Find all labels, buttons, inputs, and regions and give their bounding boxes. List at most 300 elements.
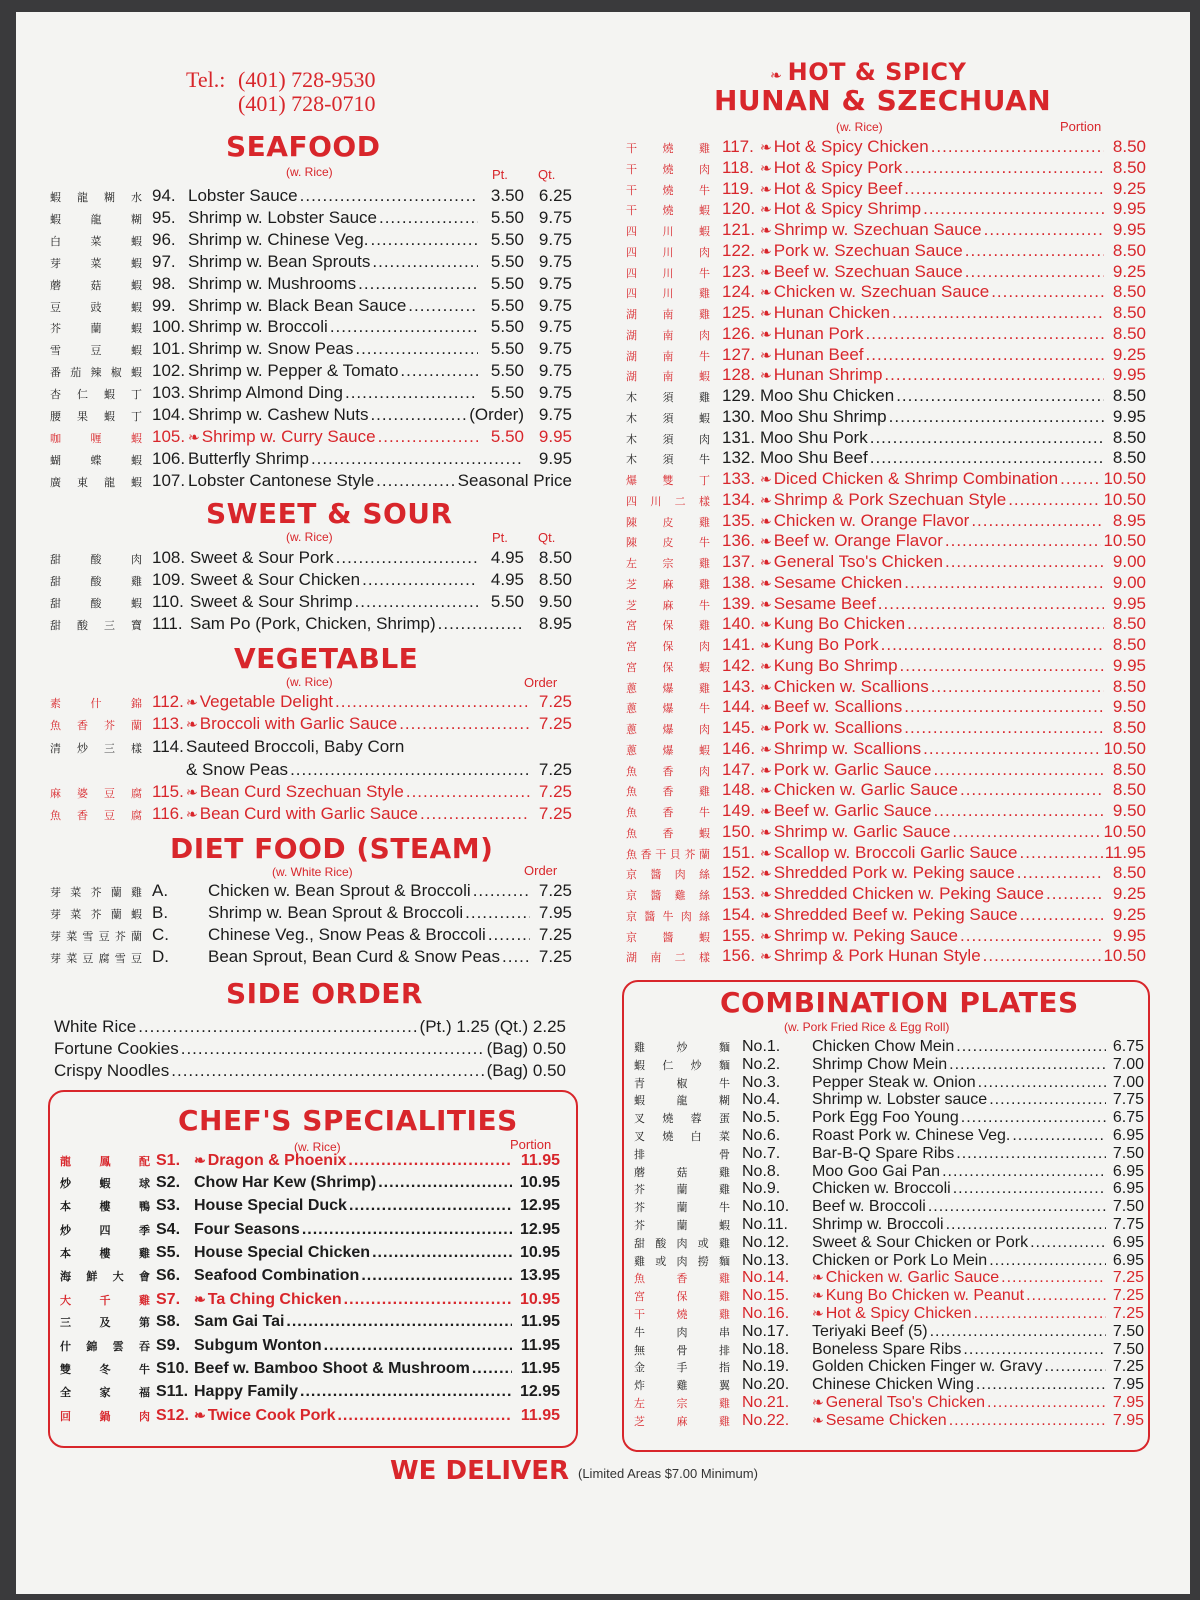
dot-leader [900,656,1104,676]
item-name: Chicken w. Garlic Sauce [825,1269,1000,1287]
item-name: Diced Chicken & Shrimp Combination [773,469,1059,488]
chinese-name: 雞 炒 麵 [634,1041,730,1054]
dot-leader [978,1074,1106,1091]
item-price: 7.50 [1112,1340,1144,1358]
item-name: Shrimp w. Broccoli [812,1216,944,1233]
combination-plates-box [622,980,1150,1452]
item-number: 146. [722,738,756,758]
item-price: (Pt.) 1.25 (Qt.) 2.25 [419,1017,566,1036]
item-number: 116. [152,804,184,823]
item-name: Hunan Beef [773,344,864,364]
item-number: 117. [722,137,754,156]
item-number: 147. [722,759,756,779]
chinese-name: 腰 果 蝦 丁 [50,410,142,423]
item-price: 9.25 [1112,261,1146,281]
chili-pepper-icon: ❧ [760,533,772,550]
chili-pepper-icon: ❧ [760,222,772,238]
chinese-name: 四 川 二 樣 [626,494,710,508]
item-name: Chicken w. Orange Flavor [773,510,970,530]
item-price: 10.50 [1103,738,1146,758]
chili-pepper-icon: ❧ [812,1287,824,1304]
hot-spicy-item [626,179,1146,201]
combo-item [634,1305,1144,1323]
combo-item [634,1269,1144,1287]
dot-leader [961,1109,1106,1126]
we-deliver-title: WE DELIVER [390,1456,569,1486]
chili-pepper-icon: ❧ [194,1407,206,1424]
item-price: 8.50 [1112,614,1146,634]
chili-pepper-icon: ❧ [760,139,772,155]
item-price: 7.25 [538,881,572,900]
hot-spicy-item [626,594,1146,616]
item-number: 126. [722,323,756,343]
item-number: 133. [722,469,756,488]
chili-pepper-icon: ❧ [760,367,772,384]
dot-leader [949,1412,1106,1429]
item-name: General Tso's Chicken [825,1394,986,1411]
hot-spicy-item [626,262,1146,284]
dot-leader [904,158,1104,178]
item-name: Shrimp w. Peking Sauce [773,925,958,945]
sweet-sour-header-pt: Pt. [492,530,508,545]
item-number: S7. [156,1291,181,1309]
item-price: 9.95 [1112,925,1146,945]
item-name: Shrimp w. Snow Peas [188,339,354,359]
item-price: 8.50 [1112,448,1146,468]
item-price: 5.50 [490,383,524,403]
item-number: 121. [722,220,756,239]
item-number: 120. [722,199,756,219]
item-number: No.10. [742,1198,790,1216]
chili-pepper-icon: ❧ [188,428,200,445]
chef-header-portion: Portion [510,1137,552,1152]
chili-pepper-icon: ❧ [760,740,772,757]
dot-leader [878,594,1104,614]
hot-spicy-item [626,324,1146,346]
chinese-name: 蝴 蝶 蝦 [50,453,142,467]
dot-leader [330,317,478,337]
chinese-name: 甜 酸 雞 [50,575,142,588]
chef-item [60,1266,560,1287]
item-number: S5. [156,1243,181,1261]
item-name: Hunan Pork [773,323,864,343]
dot-leader [438,614,522,634]
chinese-name: 什 錦 雲 吞 [60,1339,150,1353]
dot-leader [989,1252,1106,1269]
item-price: 10.50 [1103,821,1146,841]
seafood-item [50,471,572,493]
dot-leader [361,1266,512,1286]
item-price: 11.95 [520,1336,560,1354]
dot-leader [379,208,478,228]
item-number: 119. [722,178,754,198]
dot-leader [952,822,1101,842]
combo-item [634,1198,1144,1216]
hot-spicy-item [626,739,1146,761]
chili-pepper-icon: ❧ [760,678,772,695]
item-price: 11.95 [520,1407,560,1425]
item-price: 10.95 [519,1174,560,1192]
item-name: Hot & Spicy Pork [773,157,903,177]
chinese-name: 蝦 龍 糊 水 [50,191,142,204]
item-number: 142. [722,655,756,675]
dot-leader [934,801,1104,821]
item-number: 155. [722,925,756,945]
item-price: 10.95 [519,1291,560,1309]
chinese-name: 排 骨 [634,1147,730,1161]
item-name: Shrimp w. Garlic Sauce [773,821,951,841]
item-name: Sesame Chicken [825,1411,947,1429]
item-price: 4.95 [490,548,524,567]
vegetable-title: VEGETABLE [234,642,419,675]
chinese-name: 豆 豉 蝦 [50,300,142,314]
seafood-subtitle: (w. Rice) [286,165,333,179]
dot-leader [904,697,1104,717]
item-name: Chicken w. Bean Sprout & Broccoli [208,881,471,900]
dot-leader [286,1312,512,1332]
combo-item [634,1091,1144,1109]
item-name: Sesame Beef [773,593,876,613]
item-number: No.2. [742,1055,781,1073]
chinese-name: 湖 南 二 樣 [626,951,710,965]
item-number: 102. [152,361,186,381]
chef-item [60,1220,560,1241]
item-name: Hot & Spicy Beef [773,178,903,198]
item-price: 10.50 [1103,946,1146,966]
item-price: 10.95 [519,1243,560,1261]
item-number: 125. [722,303,756,322]
chinese-name: 魚 香 蝦 [626,826,710,840]
chinese-name: 左 宗 雞 [626,557,710,570]
hot-subtitle: (w. Rice) [836,120,883,134]
chinese-name: 魚 香 牛 [626,806,710,819]
item-number: 95. [152,207,176,227]
item-name: Shrimp w. Bean Sprouts [188,251,371,271]
item-number: 112. [152,692,184,711]
dot-leader [965,241,1104,261]
item-number: 108. [152,548,186,567]
vegetable-item [50,714,572,736]
item-price: 7.25 [1112,1287,1144,1305]
item-price: 7.50 [1112,1198,1144,1216]
item-number: S4. [156,1220,181,1238]
item-name: Kung Bo Shrimp [773,655,898,675]
chinese-name: 咖 喱 蝦 [50,431,142,445]
hot-spicy-item [626,511,1146,533]
chinese-name: 宮 保 蝦 [626,660,710,674]
dot-leader [953,1180,1106,1197]
chili-pepper-icon: ❧ [760,305,772,321]
item-name: Moo Shu Shrimp [760,406,887,426]
vegetable-header-order: Order [524,675,558,690]
item-name: General Tso's Chicken [773,552,943,571]
dot-leader [376,471,455,491]
hot-spicy-item [626,905,1146,927]
dot-leader [349,1196,512,1216]
item-number: 152. [722,863,756,883]
hot-spicy-item [626,220,1146,242]
dot-leader [960,780,1104,800]
dot-leader [362,570,478,590]
chili-pepper-icon: ❧ [760,637,772,653]
hot-spicy-item [626,822,1146,844]
item-number: 141. [722,635,756,654]
dot-leader [290,760,530,780]
seafood-item [50,361,572,383]
item-number: No.7. [742,1144,781,1162]
chili-pepper-icon: ❧ [760,720,772,736]
chinese-name: 宮 保 肉 [626,640,710,653]
item-price: 10.50 [1103,469,1146,488]
chinese-name: 宮 保 雞 [634,1290,730,1304]
item-name: Hunan Chicken [773,303,890,322]
item-price: 11.95 [520,1152,560,1169]
item-number: No.15. [742,1287,790,1305]
chili-pepper-icon: ❧ [760,554,772,570]
chinese-name: 甜 酸 肉 [50,553,142,566]
item-number: 99. [152,295,176,315]
item-name: Scallop w. Broccoli Garlic Sauce [773,842,1018,862]
item-number: S8. [156,1313,181,1331]
item-name: Shrimp w. Bean Sprout & Broccoli [208,903,464,922]
item-number: 129. [722,386,756,405]
item-price: 6.75 [1112,1109,1144,1127]
item-price: 7.50 [1112,1144,1144,1162]
item-name: Sweet & Sour Chicken or Pork [812,1233,1029,1251]
item-name: Beef w. Broccoli [812,1198,926,1216]
chinese-name: 蔥 爆 肉 [626,723,710,736]
chinese-name: 蘑 菇 蝦 [50,278,142,292]
chinese-name: 干 燒 牛 [626,183,710,197]
chinese-name: 蝦 龍 糊 [50,212,142,226]
item-price: 8.50 [1112,780,1146,800]
item-number: 137. [722,552,756,571]
item-price: 8.50 [1112,240,1146,260]
dot-leader [311,449,522,469]
sweet-sour-header-qt: Qt. [538,530,556,545]
chinese-name: 本 樓 鴨 [60,1200,150,1214]
chinese-name: 干 燒 雞 [626,142,710,155]
side-order-item [54,1061,566,1081]
chili-pepper-icon: ❧ [770,68,788,84]
chinese-name: 甜 酸 肉 或 雞 [634,1236,730,1250]
item-price: 11.95 [1104,842,1146,862]
item-price: 9.95 [538,448,572,468]
combo-item [634,1412,1144,1430]
item-price: 7.00 [1112,1055,1144,1073]
chili-pepper-icon: ❧ [760,699,772,716]
chinese-name: 魚 香 干 貝 芥 蘭 [626,847,710,861]
chili-pepper-icon: ❧ [760,180,772,197]
item-name: Shrimp Almond Ding [188,383,343,403]
dot-leader [870,448,1104,468]
dot-leader [336,548,478,568]
chinese-name: 龍 鳳 配 [60,1155,150,1168]
chili-pepper-icon: ❧ [812,1305,824,1321]
item-price: 9.95 [1112,365,1146,385]
dot-leader [884,365,1104,385]
dot-leader [904,573,1104,593]
chinese-name: 本 樓 雞 [60,1246,150,1260]
item-price: 9.50 [1112,801,1146,820]
dot-leader [1001,1269,1106,1286]
item-number: 148. [722,780,756,800]
item-price: 7.75 [1112,1091,1144,1109]
chinese-name: 蔥 爆 牛 [626,702,710,716]
dot-leader [949,1056,1106,1073]
item-number: 123. [722,261,756,281]
chef-title: CHEF'S SPECIALITIES [178,1104,518,1137]
hot-spicy-item [626,345,1146,367]
dot-leader [963,1341,1106,1358]
hot-spicy-item [626,552,1146,574]
chinese-name: 干 燒 肉 [626,162,710,176]
chinese-name: 干 燒 雞 [634,1308,730,1321]
item-price: 8.50 [1112,157,1146,177]
item-price: 7.50 [1112,1322,1144,1340]
chili-pepper-icon: ❧ [760,346,772,363]
item-name: Fortune Cookies [54,1039,179,1058]
item-number: No.13. [742,1251,790,1269]
vegetable-subtitle: (w. Rice) [286,675,333,689]
item-price: 9.25 [1112,904,1146,924]
item-number: 122. [722,240,756,260]
item-price: 8.95 [1112,510,1146,530]
dot-leader [472,1359,512,1379]
chili-pepper-icon: ❧ [760,201,772,218]
dot-leader [1012,1127,1106,1144]
item-price: 7.25 [538,782,572,801]
item-number: S9. [156,1336,181,1354]
chinese-name: 三 及 第 [60,1316,150,1330]
item-price: 6.95 [1112,1233,1144,1251]
chinese-name: 魚 香 雞 [626,785,710,799]
chef-item [60,1359,560,1380]
item-price: 9.75 [538,229,572,249]
dot-leader [956,1145,1106,1162]
dot-leader [923,739,1101,759]
chili-pepper-icon: ❧ [186,694,198,710]
item-number: No.19. [742,1358,790,1376]
dot-leader [1026,1287,1106,1304]
item-name: Shrimp w. Scallions [773,738,922,758]
sweet-sour-item [50,614,572,636]
hot-spicy-item [626,926,1146,948]
hot-spicy-item [626,697,1146,719]
item-price: 7.25 [1112,1269,1144,1287]
chinese-name: 炒 四 季 [60,1223,150,1237]
chinese-name: 湖 南 牛 [626,349,710,363]
item-price: 9.00 [1112,572,1146,592]
dot-leader [1030,1234,1106,1251]
item-price: 11.95 [520,1313,560,1331]
chef-item [60,1312,560,1333]
item-number: No.8. [742,1162,781,1180]
item-number: 149. [722,801,756,820]
sweet-sour-title: SWEET & SOUR [206,497,453,530]
item-number: 156. [722,946,756,966]
item-number: No.3. [742,1073,781,1091]
item-name: Bean Curd with Garlic Sauce [199,804,419,823]
hot-spicy-item [626,531,1146,553]
item-price: 6.95 [1112,1251,1144,1269]
item-price: 7.95 [538,903,572,922]
dot-leader [946,1216,1106,1233]
dot-leader [300,1382,512,1402]
item-number: No.6. [742,1127,781,1144]
chili-pepper-icon: ❧ [760,823,772,840]
chili-pepper-icon: ❧ [760,844,772,861]
item-name: Pepper Steak w. Onion [812,1073,976,1091]
chinese-name: 木 須 牛 [626,453,710,467]
item-price: 8.50 [1112,303,1146,322]
item-name: Lobster Sauce [188,186,298,205]
chili-pepper-icon: ❧ [760,325,772,342]
item-name: Hot & Spicy Chicken [773,137,929,156]
item-name: Happy Family [194,1383,299,1400]
item-name: Chicken Chow Mein [812,1038,955,1055]
item-price: 6.95 [1112,1162,1144,1180]
item-price: 9.95 [1112,220,1146,239]
item-name: Sauteed Broccoli, Baby Corn [186,737,405,756]
chili-pepper-icon: ❧ [186,784,198,800]
chili-pepper-icon: ❧ [760,782,772,799]
chinese-name: 京 醬 肉 絲 [626,868,710,882]
diet-title: DIET FOOD (STEAM) [170,832,494,865]
chef-item [60,1173,560,1194]
dot-leader [138,1017,417,1037]
chili-pepper-icon: ❧ [760,927,772,944]
item-name: Crispy Noodles [54,1061,170,1080]
item-name: Pork w. Garlic Sauce [773,759,932,779]
chinese-name: 芥 蘭 牛 [634,1201,730,1215]
chili-pepper-icon: ❧ [760,159,772,176]
item-price: 9.00 [1112,552,1146,571]
item-price: 5.50 [490,229,524,249]
item-name: Shrimp & Pork Szechuan Style [773,489,1007,509]
item-price: 8.50 [538,548,572,567]
item-name: Shredded Pork w. Peking sauce [773,863,1015,883]
seafood-item [50,230,572,252]
combo-item [634,1074,1144,1092]
dot-leader [983,946,1102,966]
side-order-item [54,1017,566,1037]
item-price: 5.50 [490,361,524,381]
item-price: 9.75 [538,251,572,271]
side-order-item [54,1039,566,1059]
dot-leader [928,1198,1106,1215]
item-price: 10.50 [1103,489,1146,509]
item-name: & Snow Peas [186,760,289,779]
item-price: 7.25 [538,760,572,779]
combo-item [634,1145,1144,1163]
chinese-name: 芝 麻 雞 [626,577,710,591]
chili-pepper-icon: ❧ [760,948,772,965]
item-price: 7.25 [1112,1358,1144,1376]
dot-leader [355,339,478,359]
dot-leader [300,186,478,206]
item-number: 131. [722,427,756,447]
combo-item [634,1341,1144,1359]
chef-item [60,1289,560,1311]
diet-item [50,925,572,947]
item-name: Bar-B-Q Spare Ribs [812,1144,955,1162]
chinese-name: 宮 保 雞 [626,619,710,633]
chinese-name: 青 椒 牛 [634,1076,730,1090]
dot-leader [965,262,1104,282]
combo-item [634,1252,1144,1270]
item-price: 6.25 [538,186,572,205]
